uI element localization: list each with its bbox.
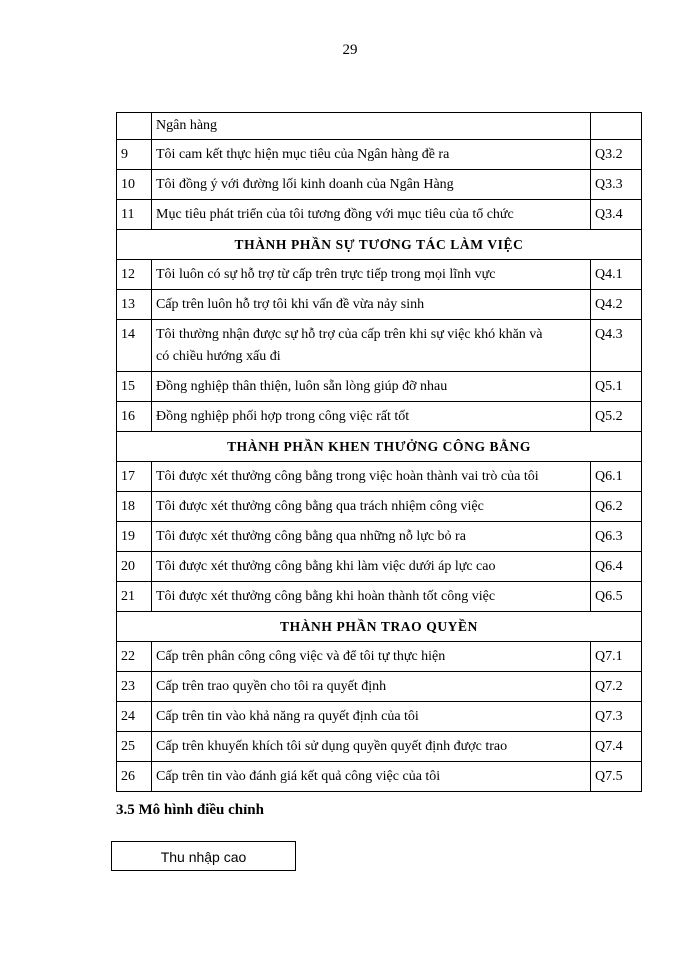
table-row [117, 402, 642, 432]
row-number: 22 [117, 642, 152, 672]
survey-table [116, 112, 642, 792]
row-statement: Tôi được xét thưởng công bằng khi hoàn thành tốt công việc [152, 582, 591, 612]
table-row [117, 113, 642, 140]
row-code: Q6.4 [591, 552, 642, 582]
row-code: Q4.2 [591, 290, 642, 320]
table-row [117, 290, 642, 320]
row-number: 23 [117, 672, 152, 702]
row-statement: Cấp trên trao quyền cho tôi ra quyết định [152, 672, 591, 702]
row-code: Q3.3 [591, 170, 642, 200]
row-number: 24 [117, 702, 152, 732]
row-number: 10 [117, 170, 152, 200]
row-statement: Ngân hàng [152, 113, 591, 140]
table-row [117, 260, 642, 290]
row-code: Q4.1 [591, 260, 642, 290]
row-code: Q6.2 [591, 492, 642, 522]
table-row [117, 732, 642, 762]
section-heading: 3.5 Mô hình điều chỉnh [116, 802, 264, 818]
row-code: Q6.3 [591, 522, 642, 552]
section-header-row [117, 230, 642, 260]
table-row [117, 140, 642, 170]
table-row [117, 762, 642, 792]
row-statement: Tôi được xét thưởng công bằng qua những nỗ lực bỏ ra [152, 522, 591, 552]
row-number: 9 [117, 140, 152, 170]
table-row [117, 702, 642, 732]
row-statement: Cấp trên luôn hỗ trợ tôi khi vấn đề vừa nảy sinh [152, 290, 591, 320]
row-code: Q4.3 [591, 320, 642, 372]
row-code: Q3.2 [591, 140, 642, 170]
row-code: Q7.2 [591, 672, 642, 702]
section-title: THÀNH PHẦN TRAO QUYỀN [117, 612, 642, 642]
table-row [117, 672, 642, 702]
row-number: 21 [117, 582, 152, 612]
row-statement: Đồng nghiệp phối hợp trong công việc rất tốt [152, 402, 591, 432]
row-statement: Cấp trên tin vào đánh giá kết quả công việc của tôi [152, 762, 591, 792]
section-header-row [117, 432, 642, 462]
row-statement [152, 320, 591, 372]
table-row [117, 582, 642, 612]
row-statement: Cấp trên tin vào khả năng ra quyết định của tôi [152, 702, 591, 732]
model-box: Thu nhập cao [111, 841, 296, 871]
table-row [117, 522, 642, 552]
row-statement: Mục tiêu phát triển của tôi tương đồng với mục tiêu của tổ chức [152, 200, 591, 230]
table-row [117, 642, 642, 672]
row-number: 11 [117, 200, 152, 230]
page-number: 29 [342, 42, 358, 58]
row-statement: Tôi đồng ý với đường lối kinh doanh của Ngân Hàng [152, 170, 591, 200]
row-statement: Tôi luôn có sự hỗ trợ từ cấp trên trực tiếp trong mọi lĩnh vực [152, 260, 591, 290]
table-row [117, 170, 642, 200]
row-code: Q6.1 [591, 462, 642, 492]
row-number: 16 [117, 402, 152, 432]
table-row [117, 462, 642, 492]
row-statement-line: có chiều hướng xấu đi [156, 348, 281, 364]
row-number: 20 [117, 552, 152, 582]
row-statement: Cấp trên phân công công việc và để tôi tự thực hiện [152, 642, 591, 672]
row-code: Q7.5 [591, 762, 642, 792]
row-code: Q5.2 [591, 402, 642, 432]
row-code: Q7.4 [591, 732, 642, 762]
table-row [117, 552, 642, 582]
row-number: 25 [117, 732, 152, 762]
row-number: 13 [117, 290, 152, 320]
section-title: THÀNH PHẦN SỰ TƯƠNG TÁC LÀM VIỆC [117, 230, 642, 260]
table-row [117, 320, 642, 372]
section-header-row [117, 612, 642, 642]
row-statement: Đồng nghiệp thân thiện, luôn sẵn lòng giúp đỡ nhau [152, 372, 591, 402]
row-statement: Tôi được xét thưởng công bằng khi làm việc dưới áp lực cao [152, 552, 591, 582]
row-number: 19 [117, 522, 152, 552]
row-number: 12 [117, 260, 152, 290]
row-number: 15 [117, 372, 152, 402]
row-number [117, 113, 152, 140]
table-row [117, 492, 642, 522]
row-statement: Cấp trên khuyến khích tôi sử dụng quyền quyết định được trao [152, 732, 591, 762]
row-code: Q7.1 [591, 642, 642, 672]
row-statement: Tôi được xét thưởng công bằng qua trách nhiệm công việc [152, 492, 591, 522]
table-row [117, 372, 642, 402]
row-statement-line: Tôi thường nhận được sự hỗ trợ của cấp trên khi sự việc khó khăn và [156, 326, 543, 342]
table-row [117, 200, 642, 230]
section-title: THÀNH PHẦN KHEN THƯỞNG CÔNG BẰNG [117, 432, 642, 462]
row-statement: Tôi cam kết thực hiện mục tiêu của Ngân hàng đề ra [152, 140, 591, 170]
row-code [591, 113, 642, 140]
row-code: Q7.3 [591, 702, 642, 732]
row-number: 18 [117, 492, 152, 522]
row-number: 26 [117, 762, 152, 792]
row-code: Q3.4 [591, 200, 642, 230]
row-statement: Tôi được xét thưởng công bằng trong việc hoàn thành vai trò của tôi [152, 462, 591, 492]
row-number: 14 [117, 320, 152, 372]
row-code: Q6.5 [591, 582, 642, 612]
row-code: Q5.1 [591, 372, 642, 402]
row-number: 17 [117, 462, 152, 492]
